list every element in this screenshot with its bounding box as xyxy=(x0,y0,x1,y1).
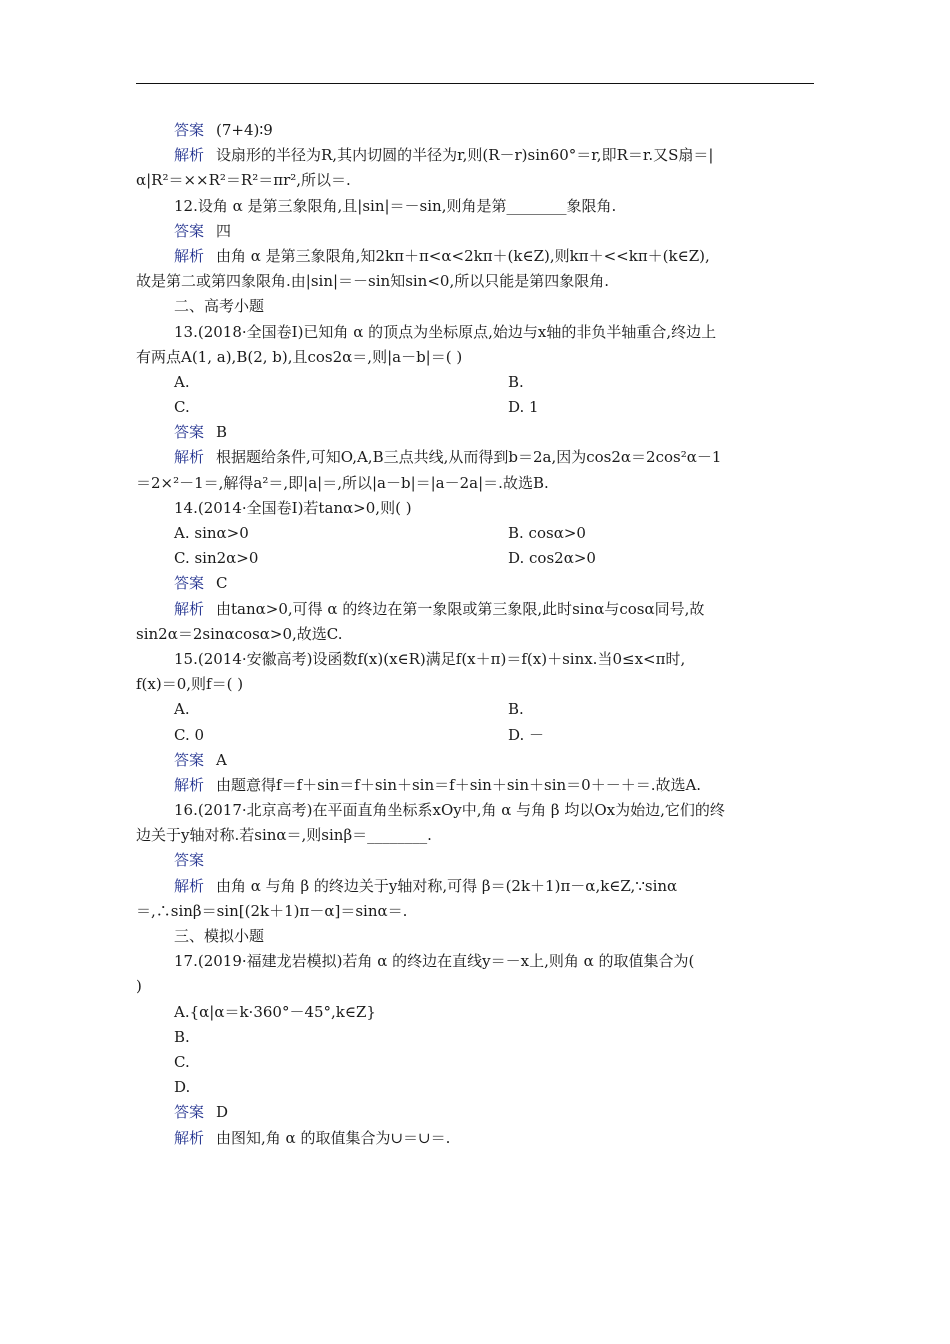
text-line xyxy=(136,1100,814,1125)
text-line xyxy=(136,1025,814,1050)
answer-label: 答案 xyxy=(174,1103,205,1122)
text-line xyxy=(136,1050,814,1075)
text-line xyxy=(136,320,814,345)
line-text: 二、高考小题 xyxy=(174,297,265,316)
text-line xyxy=(136,1126,814,1151)
text-line xyxy=(136,219,814,244)
option-right: B. cosα>0 xyxy=(508,524,586,542)
option-right: B. xyxy=(508,372,524,391)
line-text: 13.(2018·全国卷Ⅰ)已知角 α 的顶点为坐标原点,始边与x轴的非负半轴重合,终边上 xyxy=(174,322,717,341)
line-text: 由图知,角 α 的取值集合为∪＝∪＝. xyxy=(216,1128,451,1147)
document-body xyxy=(136,118,814,1151)
option-right: D. 1 xyxy=(508,398,539,417)
line-text: ＝,∴sinβ＝sin[(2k＋1)π－α]＝sinα＝. xyxy=(136,901,408,920)
text-line xyxy=(136,697,814,722)
answer-label: 答案 xyxy=(174,750,205,769)
option-left: A. xyxy=(174,700,190,719)
text-line xyxy=(136,748,814,773)
text-line xyxy=(136,597,814,622)
text-line xyxy=(136,168,814,193)
option-right: B. xyxy=(508,700,524,719)
text-line xyxy=(136,294,814,319)
line-text: sin2α＝2sinαcosα>0,故选C. xyxy=(136,624,343,643)
text-line xyxy=(136,723,814,748)
answer-label: 答案 xyxy=(174,851,205,870)
option-left: C. 0 xyxy=(174,725,205,744)
line-text: 15.(2014·安徽高考)设函数f(x)(x∈R)满足f(x＋π)＝f(x)＋sinx.当0≤x<π时, xyxy=(174,649,686,668)
text-line xyxy=(136,974,814,999)
line-text: A xyxy=(216,750,227,769)
text-line xyxy=(136,773,814,798)
text-line xyxy=(136,420,814,445)
option-left: C. xyxy=(174,398,190,417)
option-left: A. sinα>0 xyxy=(174,524,249,542)
text-line xyxy=(136,370,814,395)
text-line xyxy=(136,798,814,823)
line-text: B xyxy=(216,423,228,442)
header-rule xyxy=(136,83,814,84)
text-line xyxy=(136,194,814,219)
line-text: D xyxy=(216,1103,229,1122)
analysis-label: 解析 xyxy=(174,599,205,618)
line-text: f(x)＝0,则f＝( ) xyxy=(136,675,244,694)
text-line xyxy=(136,521,814,546)
text-line xyxy=(136,496,814,521)
line-text: C. xyxy=(174,1052,190,1071)
line-text: 根据题给条件,可知O,A,B三点共线,从而得到b＝2a,因为cos2α＝2cos²α－1 xyxy=(216,448,722,467)
analysis-label: 解析 xyxy=(174,448,205,467)
line-text: 故是第二或第四象限角.由|sin|＝－sin知sin<0,所以只能是第四象限角. xyxy=(136,272,609,291)
line-text: 由tanα>0,可得 α 的终边在第一象限或第三象限,此时sinα与cosα同号,故 xyxy=(216,599,705,618)
line-text: B. xyxy=(174,1027,190,1046)
answer-label: 答案 xyxy=(174,423,205,442)
line-text: 12.设角 α 是第三象限角,且|sin|＝－sin,则角是第________象限角. xyxy=(174,196,617,215)
text-line xyxy=(136,445,814,470)
option-left: A. xyxy=(174,372,190,391)
text-line xyxy=(136,924,814,949)
answer-label: 答案 xyxy=(174,574,205,593)
answer-label: 答案 xyxy=(174,121,205,139)
option-left: C. sin2α>0 xyxy=(174,549,259,568)
text-line xyxy=(136,848,814,873)
line-text: α|R²＝××R²＝R²＝πr²,所以＝. xyxy=(136,171,351,190)
text-line xyxy=(136,1075,814,1100)
text-line xyxy=(136,546,814,571)
line-text: 四 xyxy=(216,221,232,240)
analysis-label: 解析 xyxy=(174,876,205,895)
text-line xyxy=(136,899,814,924)
text-line xyxy=(136,622,814,647)
text-line xyxy=(136,471,814,496)
line-text: 有两点A(1, a),B(2, b),且cos2α＝,则|a－b|＝( ) xyxy=(136,347,463,366)
line-text: D. xyxy=(174,1078,191,1097)
line-text: 16.(2017·北京高考)在平面直角坐标系xOy中,角 α 与角 β 均以Ox为始边,它们的终 xyxy=(174,801,725,820)
analysis-label: 解析 xyxy=(174,146,205,165)
analysis-label: 解析 xyxy=(174,775,205,794)
line-text: 由角 α 是第三象限角,知2kπ＋π<α<2kπ＋(k∈Z),则kπ＋<<kπ＋(k∈Z), xyxy=(216,246,710,265)
line-text: 三、模拟小题 xyxy=(174,927,265,945)
answer-label: 答案 xyxy=(174,221,205,240)
text-line xyxy=(136,345,814,370)
text-line xyxy=(136,672,814,697)
option-right: D. － xyxy=(508,725,545,744)
line-text: 由角 α 与角 β 的终边关于y轴对称,可得 β＝(2k＋1)π－α,k∈Z,∵sinα xyxy=(216,876,678,895)
line-text: C xyxy=(216,574,228,593)
text-line xyxy=(136,244,814,269)
line-text: 17.(2019·福建龙岩模拟)若角 α 的终边在直线y＝－x上,则角 α 的取值集合为( xyxy=(174,952,695,971)
text-line xyxy=(136,1000,814,1025)
line-text: A.{α|α＝k·360°－45°,k∈Z} xyxy=(174,1002,376,1021)
text-line xyxy=(136,874,814,899)
analysis-label: 解析 xyxy=(174,246,205,265)
line-text: ＝2×²－1＝,解得a²＝,即|a|＝,所以|a－b|＝|a－2a|＝.故选B. xyxy=(136,473,549,492)
text-line xyxy=(136,823,814,848)
line-text: 边关于y轴对称.若sinα＝,则sinβ＝________. xyxy=(136,826,432,845)
option-right: D. cos2α>0 xyxy=(508,549,596,568)
line-text: 由题意得f＝f＋sin＝f＋sin＋sin＝f＋sin＋sin＋sin＝0＋－＋＝.故选A. xyxy=(216,775,702,794)
text-line xyxy=(136,395,814,420)
line-text: 设扇形的半径为R,其内切圆的半径为r,则(R－r)sin60°＝r,即R＝r.又S扇＝| xyxy=(216,146,714,165)
line-text: (7+4)∶9 xyxy=(216,121,273,139)
text-line xyxy=(136,571,814,596)
text-line xyxy=(136,949,814,974)
text-line xyxy=(136,269,814,294)
text-line xyxy=(136,143,814,168)
text-line xyxy=(136,118,814,143)
line-text: 14.(2014·全国卷Ⅰ)若tanα>0,则( ) xyxy=(174,498,412,517)
text-line xyxy=(136,647,814,672)
line-text: ) xyxy=(136,977,142,996)
analysis-label: 解析 xyxy=(174,1128,205,1147)
